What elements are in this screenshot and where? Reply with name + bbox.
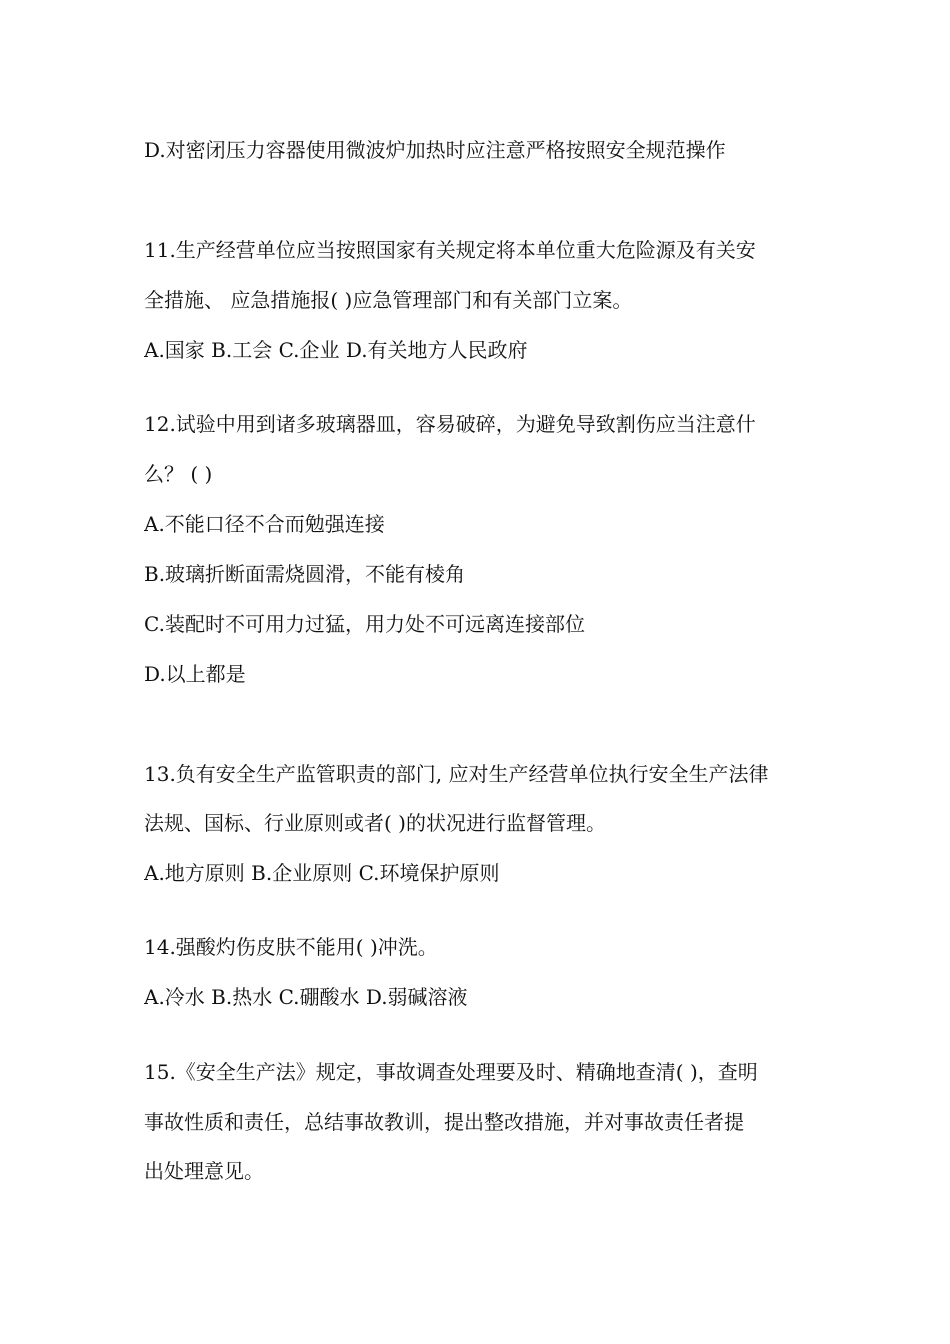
- q12-stem-line-1: 12.试验中用到诸多玻璃器皿，容易破碎，为避免导致割伤应当注意什: [144, 412, 756, 436]
- q12-stem-line-2: 么？ ( ): [144, 462, 213, 486]
- q12-option-c: C.装配时不可用力过猛，用力处不可远离连接部位: [144, 612, 585, 636]
- q12-option-d: D.以上都是: [144, 662, 246, 686]
- q11-options: A.国家 B.工会 C.企业 D.有关地方人民政府: [144, 338, 528, 362]
- q12-option-a: A.不能口径不合而勉强连接: [144, 512, 385, 536]
- q14-stem: 14.强酸灼伤皮肤不能用( )冲洗。: [144, 935, 438, 959]
- q13-stem-line-2: 法规、国标、行业原则或者( )的状况进行监督管理。: [144, 811, 606, 835]
- q15-stem-line-3: 出处理意见。: [144, 1159, 264, 1183]
- q11-stem-line-1: 11.生产经营单位应当按照国家有关规定将本单位重大危险源及有关安: [144, 238, 756, 262]
- q14-options: A.冷水 B.热水 C.硼酸水 D.弱碱溶液: [144, 985, 468, 1009]
- q15-stem-line-2: 事故性质和责任，总结事故教训，提出整改措施，并对事故责任者提: [144, 1110, 744, 1134]
- q10-option-d: D.对密闭压力容器使用微波炉加热时应注意严格按照安全规范操作: [144, 138, 726, 162]
- q13-stem-line-1: 13.负有安全生产监管职责的部门, 应对生产经营单位执行安全生产法律: [144, 762, 769, 786]
- q11-stem-line-2: 全措施、 应急措施报( )应急管理部门和有关部门立案。: [144, 288, 633, 312]
- q15-stem-line-1: 15.《安全生产法》规定，事故调查处理要及时、精确地查清( )，查明: [144, 1060, 758, 1084]
- q12-option-b: B.玻璃折断面需烧圆滑，不能有棱角: [144, 562, 466, 586]
- q13-options: A.地方原则 B.企业原则 C.环境保护原则: [144, 861, 500, 885]
